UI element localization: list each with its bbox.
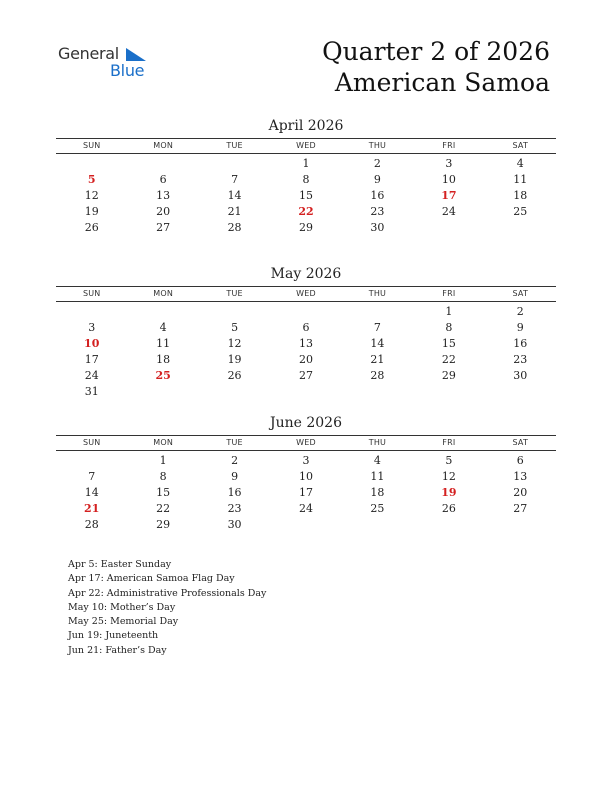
day-cell: 28 [370,369,385,382]
day-cell: 29 [298,221,313,234]
holiday-day-cell: 5 [87,173,96,186]
day-cell: 1 [159,454,167,467]
day-cell: 24 [298,502,313,515]
month-grid [56,154,556,238]
day-cell: 20 [156,205,171,218]
day-cell: 23 [513,353,528,366]
day-cell: 21 [370,353,385,366]
day-cell: 14 [227,189,242,202]
logo-triangle-icon [124,48,148,62]
day-cell: 29 [441,369,456,382]
weekday-label: SAT [512,141,529,150]
day-cell: 9 [516,321,524,334]
generalblue-logo [58,44,158,84]
weekday-label: SUN [82,289,101,298]
month-may [56,265,556,402]
day-cell: 15 [298,189,313,202]
day-cell: 13 [298,337,313,350]
day-cell: 2 [516,305,524,318]
day-cell: 26 [84,221,99,234]
day-cell: 27 [513,502,528,515]
holiday-note: Jun 19: Juneteenth [68,630,159,642]
day-cell: 18 [513,189,528,202]
day-cell: 21 [227,205,242,218]
day-cell: 20 [513,486,528,499]
day-cell: 4 [159,321,167,334]
day-cell: 23 [227,502,242,515]
day-cell: 1 [445,305,453,318]
title-country: American Samoa [334,68,550,97]
day-cell: 10 [298,470,313,483]
day-cell: 25 [370,502,385,515]
day-cell: 2 [231,454,239,467]
day-cell: 19 [227,353,242,366]
day-cell: 3 [445,157,453,170]
holiday-day-cell: 22 [298,205,314,218]
weekday-label: MON [153,289,174,298]
day-cell: 18 [156,353,171,366]
month-june [56,414,556,535]
holiday-day-cell: 25 [155,369,171,382]
holiday-note: May 25: Memorial Day [68,616,179,628]
day-cell: 13 [513,470,528,483]
day-cell: 28 [227,221,242,234]
weekday-label: THU [368,438,387,447]
day-cell: 7 [88,470,96,483]
weekday-label: THU [368,289,387,298]
day-cell: 31 [84,385,99,398]
logo-word-general: General [58,44,119,63]
day-cell: 20 [298,353,313,366]
day-cell: 24 [441,205,456,218]
day-cell: 28 [84,518,99,531]
day-cell: 26 [441,502,456,515]
day-cell: 19 [84,205,99,218]
weekday-label: THU [368,141,387,150]
day-cell: 29 [156,518,171,531]
weekday-label: FRI [442,141,456,150]
day-cell: 30 [370,221,385,234]
day-cell: 27 [156,221,171,234]
holiday-day-cell: 21 [84,502,100,515]
holiday-note: May 10: Mother’s Day [68,601,176,613]
weekday-label: TUE [226,289,243,298]
day-cell: 30 [227,518,242,531]
day-cell: 1 [302,157,310,170]
day-cell: 13 [156,189,171,202]
day-cell: 11 [156,337,171,350]
weekday-label: FRI [442,438,456,447]
holiday-day-cell: 17 [441,189,457,202]
day-cell: 23 [370,205,385,218]
holiday-day-cell: 10 [84,337,100,350]
day-cell: 11 [513,173,528,186]
day-cell: 4 [373,454,381,467]
day-cell: 9 [231,470,239,483]
day-cell: 14 [84,486,99,499]
day-cell: 6 [516,454,524,467]
holiday-note: Apr 17: American Samoa Flag Day [68,573,235,585]
day-cell: 22 [156,502,171,515]
weekday-label: MON [153,438,174,447]
weekday-label: SUN [82,141,101,150]
day-cell: 12 [84,189,99,202]
day-cell: 7 [373,321,381,334]
weekday-label: WED [296,141,316,150]
weekday-label: MON [153,141,174,150]
weekday-label: SUN [82,438,101,447]
weekday-label: WED [296,438,316,447]
holiday-day-cell: 19 [441,486,457,499]
month-april [56,117,556,238]
day-cell: 30 [513,369,528,382]
day-cell: 7 [231,173,239,186]
day-cell: 16 [227,486,242,499]
day-cell: 9 [373,173,381,186]
weekday-label: FRI [442,289,456,298]
weekday-header [56,286,556,302]
day-cell: 17 [298,486,313,499]
weekday-label: SAT [512,289,529,298]
day-cell: 12 [227,337,242,350]
day-cell: 12 [441,470,456,483]
day-cell: 2 [373,157,381,170]
day-cell: 24 [84,369,99,382]
day-cell: 11 [370,470,385,483]
weekday-header [56,138,556,154]
page-title [322,36,550,98]
weekday-header [56,435,556,451]
day-cell: 18 [370,486,385,499]
day-cell: 16 [370,189,385,202]
day-cell: 26 [227,369,242,382]
month-title: June 2026 [269,415,342,431]
weekday-label: TUE [226,438,243,447]
weekday-label: WED [296,289,316,298]
month-grid [56,451,556,535]
weekday-label: SAT [512,438,529,447]
day-cell: 22 [441,353,456,366]
day-cell: 6 [302,321,310,334]
day-cell: 15 [156,486,171,499]
day-cell: 25 [513,205,528,218]
holiday-note: Apr 22: Administrative Professionals Day [68,587,267,599]
day-cell: 16 [513,337,528,350]
day-cell: 17 [84,353,99,366]
day-cell: 8 [445,321,453,334]
day-cell: 8 [302,173,310,186]
month-grid [56,302,556,402]
day-cell: 8 [159,470,167,483]
title-quarter: Quarter 2 of 2026 [322,37,550,66]
day-cell: 4 [516,157,524,170]
day-cell: 15 [441,337,456,350]
day-cell: 5 [445,454,453,467]
holiday-list [68,558,266,658]
day-cell: 6 [159,173,167,186]
logo-word-blue: Blue [110,61,145,80]
day-cell: 14 [370,337,385,350]
weekday-label: TUE [226,141,243,150]
holiday-note: Apr 5: Easter Sunday [68,559,172,570]
day-cell: 3 [88,321,96,334]
day-cell: 27 [298,369,313,382]
day-cell: 10 [441,173,456,186]
month-title: May 2026 [270,266,342,282]
month-title: April 2026 [268,118,344,134]
day-cell: 5 [231,321,239,334]
holiday-note: Jun 21: Father’s Day [68,644,167,656]
day-cell: 3 [302,454,310,467]
